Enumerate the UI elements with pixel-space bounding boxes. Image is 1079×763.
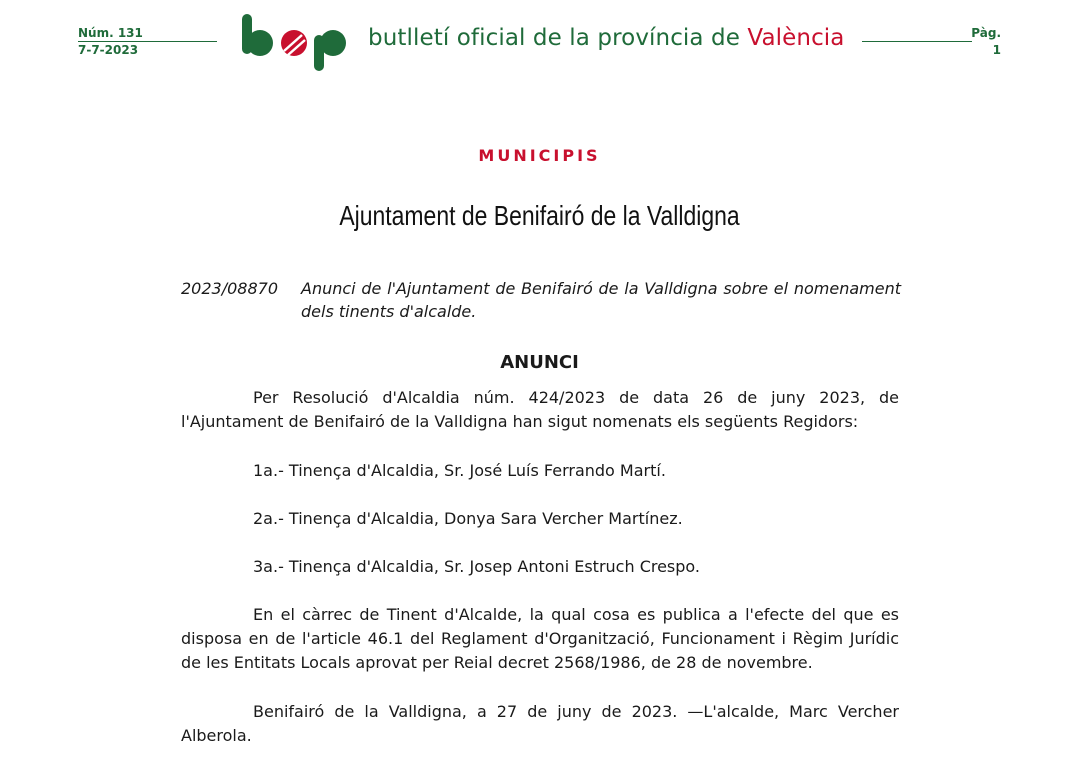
section-title: MUNICIPIS [478, 146, 601, 165]
bulletin-title-main: butlletí oficial de la província de [368, 25, 740, 51]
list-item: 1a.- Tinença d'Alcaldia, Sr. José Luís Ferrando Martí. [253, 461, 666, 480]
bulletin-title-accent: València [747, 25, 845, 51]
entity-title: Ajuntament de Benifairó de la Valldigna [339, 200, 740, 231]
issue-number: Núm. 131 [78, 26, 143, 40]
page-label: Pàg. [971, 26, 1001, 40]
announcement-reference: 2023/08870 [181, 279, 279, 298]
bop-logo-icon [240, 13, 350, 73]
issue-info [78, 25, 143, 59]
signature-paragraph: Benifairó de la Valldigna, a 27 de juny de 2023. —L'alcalde, Marc Vercher Alberola. [181, 702, 899, 745]
list-item: 2a.- Tinença d'Alcaldia, Donya Sara Vercher Martínez. [253, 509, 683, 528]
announcement-summary: Anunci de l'Ajuntament de Benifairó de la Valldigna sobre el nomenament dels tinents d'alcalde. [301, 279, 901, 321]
header-rule-left [78, 41, 217, 42]
issue-date: 7-7-2023 [78, 43, 139, 57]
page-number: 1 [992, 43, 1001, 57]
list-item: 3a.- Tinença d'Alcaldia, Sr. Josep Antoni Estruch Crespo. [253, 557, 701, 576]
header-rule-right [862, 41, 972, 42]
closing-paragraph: En el càrrec de Tinent d'Alcalde, la qual cosa es publica a l'efecte del que es disposa en de l'article 46.1 del Reglament d'Organització, Funcionament i Règim Jurídic de les Entitats Locals aprovat per Reial decret 2568/1986, de 28 de novembre. [181, 605, 899, 672]
announcement-heading: ANUNCI [500, 352, 579, 373]
intro-paragraph: Per Resolució d'Alcaldia núm. 424/2023 de data 26 de juny 2023, de l'Ajuntament de Benifairó de la Valldigna han sigut nomenats els següents Regidors: [181, 388, 899, 431]
bulletin-title [368, 25, 845, 51]
page-info [971, 25, 1001, 59]
